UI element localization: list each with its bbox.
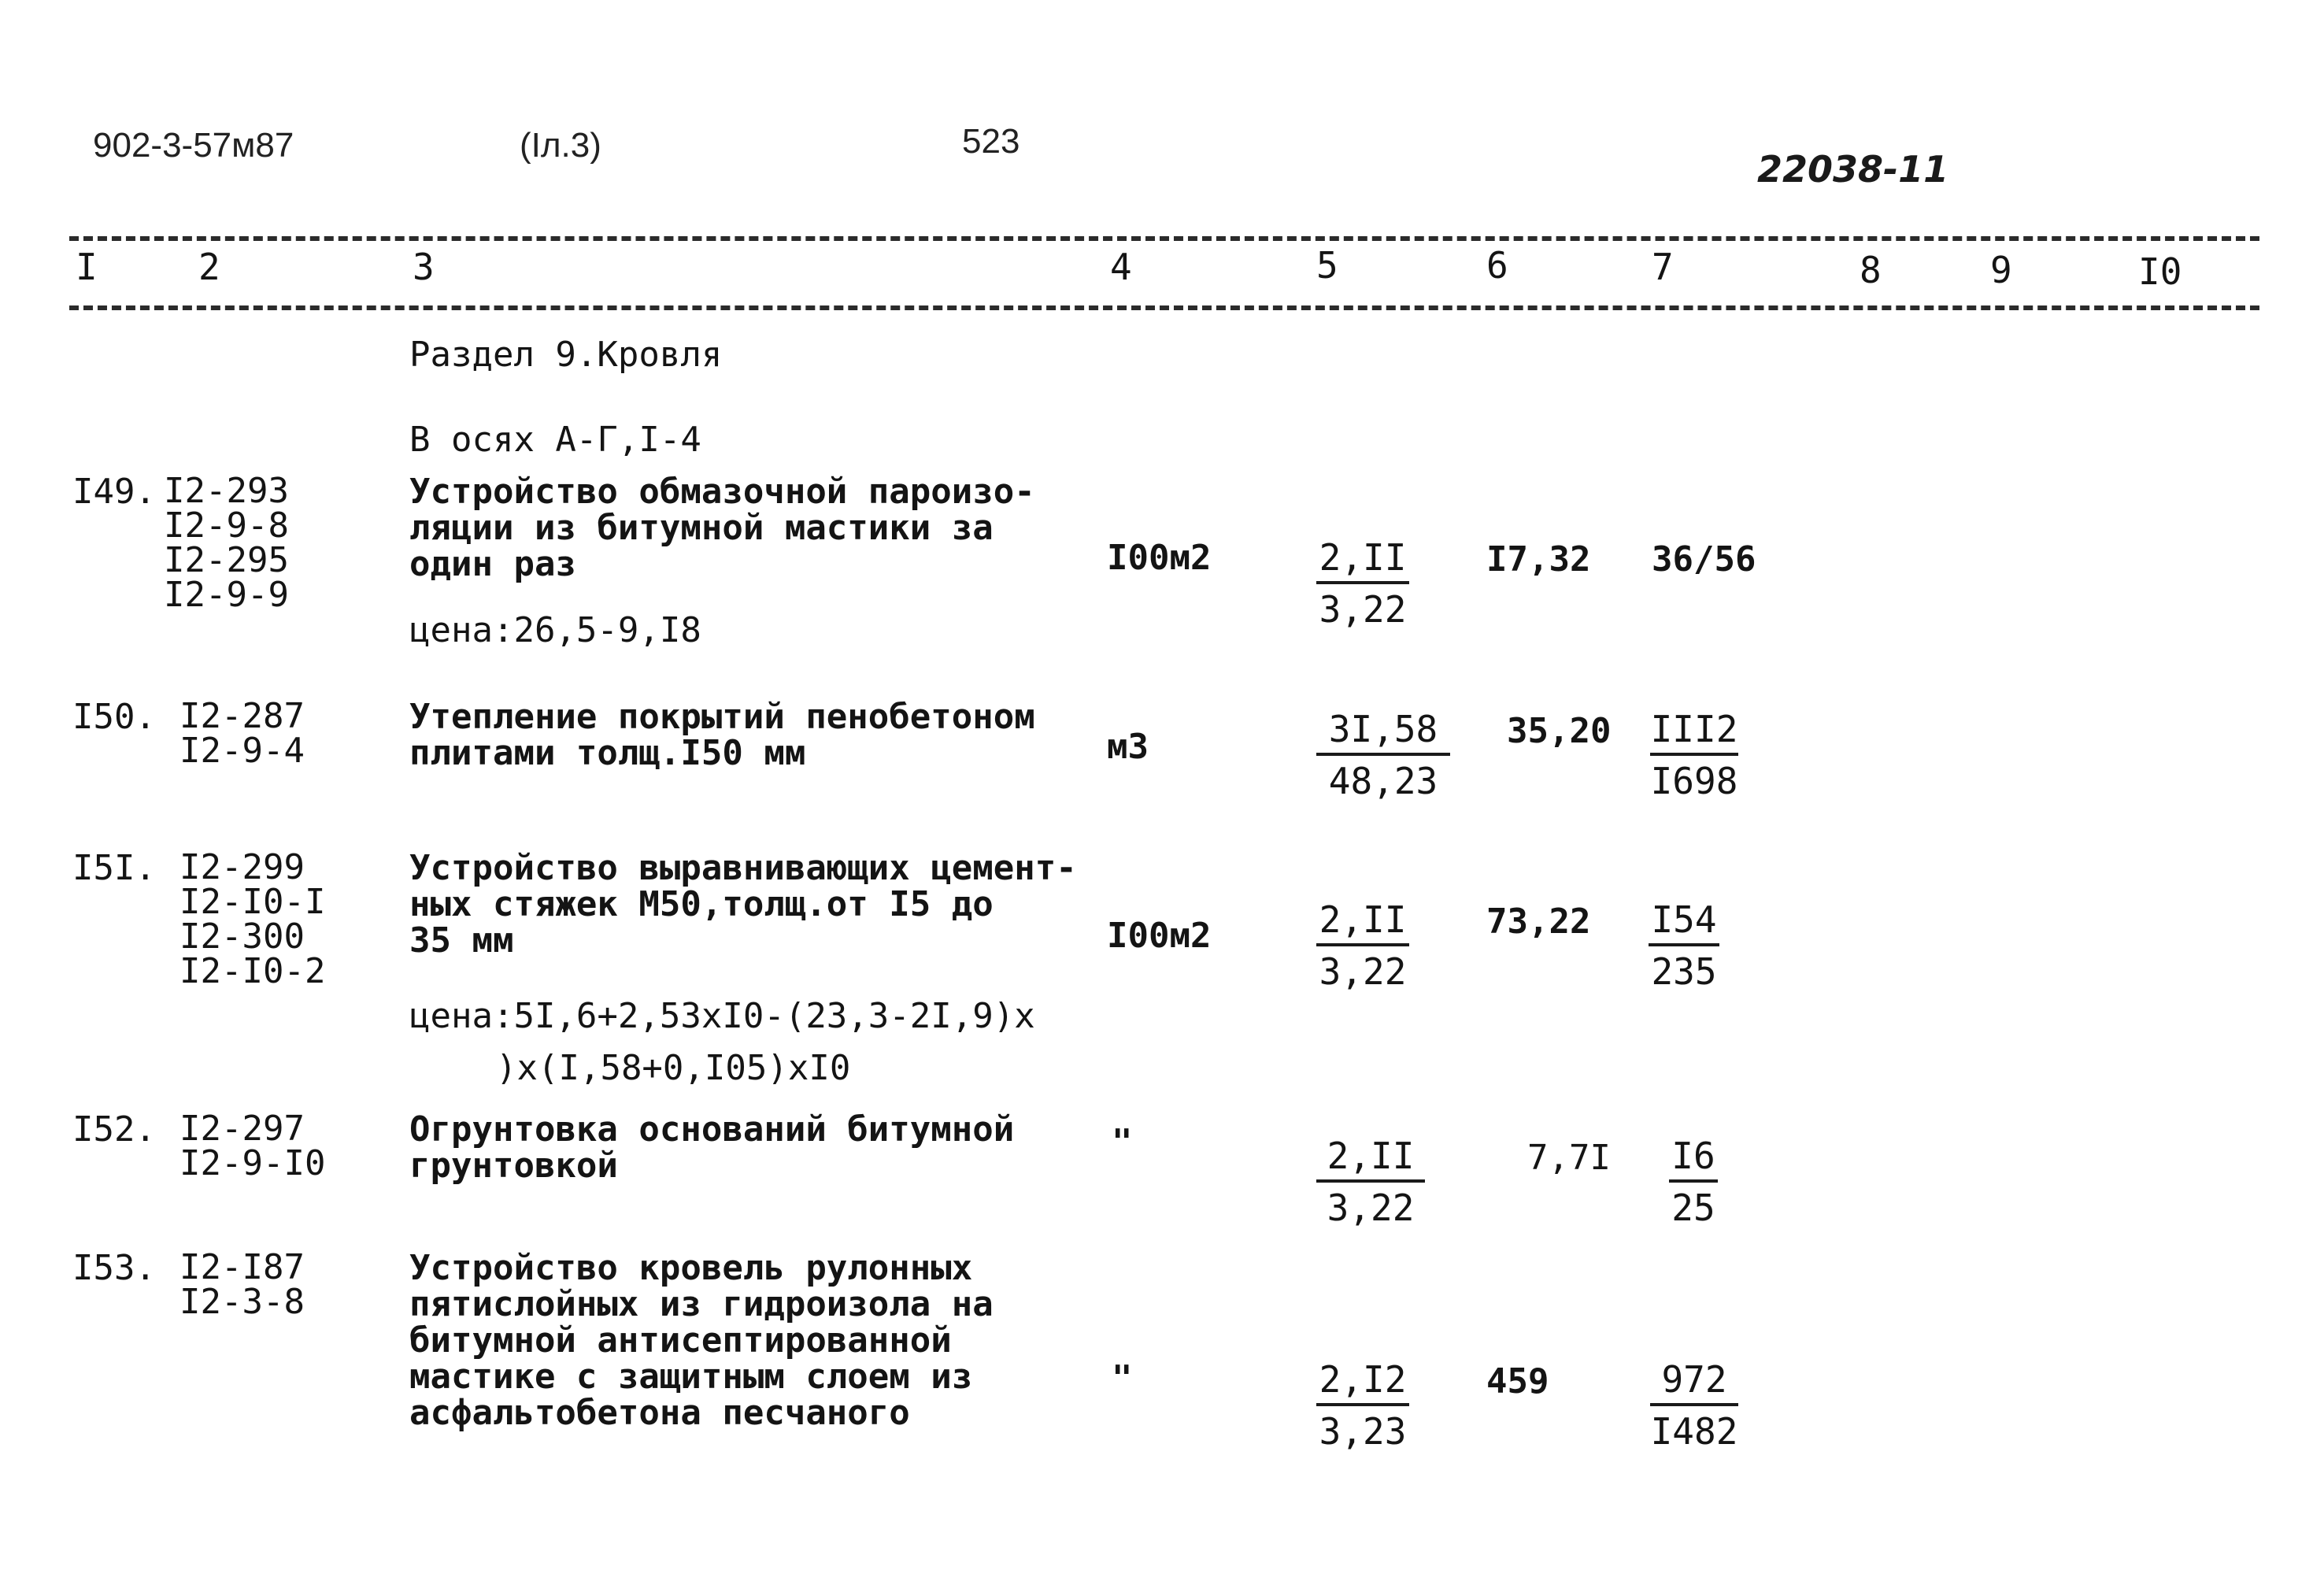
column-number: I0 xyxy=(2138,250,2182,293)
norm-codes xyxy=(179,696,305,771)
fraction-denominator: I698 xyxy=(1650,760,1738,802)
fraction-bar xyxy=(1316,753,1450,756)
fraction-numerator: III2 xyxy=(1650,708,1738,750)
work-description xyxy=(409,1250,994,1431)
description-line: Устройство выравнивающих цемент- xyxy=(409,848,1077,888)
description-line: один раз xyxy=(409,544,576,584)
description-line: Устройство обмазочной пароизо- xyxy=(409,472,1035,512)
col6-value: I7,32 xyxy=(1486,539,1591,579)
fraction-denominator: 235 xyxy=(1651,950,1717,993)
column-number: 4 xyxy=(1110,246,1132,288)
norm-codes xyxy=(179,1247,305,1322)
fraction-denominator: I482 xyxy=(1650,1410,1738,1453)
fraction-bar xyxy=(1650,1403,1738,1406)
col6-value: 7,7I xyxy=(1527,1138,1611,1178)
column-number: 7 xyxy=(1652,246,1674,288)
description-line: плитами толщ.I50 мм xyxy=(409,733,806,773)
work-description xyxy=(409,699,1035,772)
fraction-numerator: I6 xyxy=(1671,1135,1715,1177)
section-subtitle: В осях А-Г,I-4 xyxy=(409,420,701,460)
fraction-col7 xyxy=(1669,1134,1718,1230)
col6-value: 73,22 xyxy=(1486,902,1591,942)
column-number: I xyxy=(76,246,98,288)
col7-value: 36/56 xyxy=(1652,539,1756,579)
norm-code: I2-9-I0 xyxy=(179,1143,326,1183)
document-code: 902-3-57м87 xyxy=(93,126,294,165)
description-line: ляции из битумной мастики за xyxy=(409,508,994,548)
fraction-col5 xyxy=(1316,898,1409,994)
description-line: грунтовкой xyxy=(409,1146,618,1186)
fraction-bar xyxy=(1649,943,1719,946)
description-line: 35 мм xyxy=(409,920,514,961)
norm-code: I2-9-4 xyxy=(179,731,305,771)
norm-code: I2-297 xyxy=(179,1109,305,1149)
norm-codes xyxy=(164,471,289,615)
row-number: I52. xyxy=(72,1109,156,1150)
norm-code: I2-9-8 xyxy=(164,505,289,546)
norm-code: I2-299 xyxy=(179,847,305,887)
norm-code: I2-300 xyxy=(179,916,305,957)
norm-codes xyxy=(179,1109,326,1183)
fraction-bar xyxy=(1316,581,1409,584)
norm-code: I2-3-8 xyxy=(179,1282,305,1322)
header-top-rule xyxy=(69,236,2259,241)
page-number: 523 xyxy=(962,122,1020,161)
fraction-denominator: 3,23 xyxy=(1319,1410,1407,1453)
fraction-numerator: I54 xyxy=(1651,898,1717,941)
row-number: I50. xyxy=(72,697,156,737)
description-line: асфальтобетона песчаного xyxy=(409,1393,910,1433)
fraction-denominator: 25 xyxy=(1671,1187,1715,1229)
unit-ditto-mark: " xyxy=(1112,1358,1133,1398)
row-number: I5I. xyxy=(72,848,156,888)
fraction-denominator: 3,22 xyxy=(1319,588,1407,631)
note-line: )х(I,58+0,I05)хI0 xyxy=(496,1048,851,1088)
norm-code: I2-295 xyxy=(164,540,289,580)
fraction-col7 xyxy=(1649,898,1719,994)
unit-ditto-mark: " xyxy=(1112,1122,1133,1162)
work-description xyxy=(409,1109,1015,1186)
fraction-col7 xyxy=(1650,707,1738,803)
fraction-bar xyxy=(1316,943,1409,946)
fraction-numerator: 2,I2 xyxy=(1319,1358,1407,1401)
column-number: 9 xyxy=(1990,249,2012,291)
fraction-numerator: 972 xyxy=(1661,1358,1727,1401)
norm-code: I2-9-9 xyxy=(164,575,289,615)
fraction-numerator: 2,II xyxy=(1319,536,1407,579)
handwritten-number: 22038-11 xyxy=(1757,148,1949,191)
norm-code: I2-I0-2 xyxy=(179,951,326,991)
fraction-denominator: 3,22 xyxy=(1327,1187,1415,1229)
fraction-numerator: 3I,58 xyxy=(1328,708,1438,750)
column-number: 2 xyxy=(198,246,220,288)
fraction-bar xyxy=(1316,1403,1409,1406)
col6-value: 459 xyxy=(1486,1361,1549,1401)
price-note xyxy=(409,990,1035,1094)
unit: I00м2 xyxy=(1107,916,1212,956)
description-line: Огрунтовка оснований битумной xyxy=(409,1109,1015,1150)
description-line: мастике с защитным слоем из xyxy=(409,1357,973,1397)
unit: I00м2 xyxy=(1107,538,1212,578)
fraction-col5 xyxy=(1316,1134,1425,1230)
fraction-numerator: 2,II xyxy=(1327,1135,1415,1177)
description-line: ных стяжек М50,толщ.от I5 до xyxy=(409,884,994,924)
header-bottom-rule xyxy=(69,305,2259,310)
norm-code: I2-287 xyxy=(179,696,305,736)
fraction-bar xyxy=(1669,1179,1718,1183)
note-line: цена:5I,6+2,53хI0-(23,3-2I,9)х xyxy=(409,996,1035,1036)
row-number: I53. xyxy=(72,1248,156,1288)
description-line: Утепление покрытий пенобетоном xyxy=(409,697,1035,737)
fraction-col7 xyxy=(1650,1357,1738,1453)
column-number: 6 xyxy=(1486,244,1508,287)
fraction-col5 xyxy=(1316,535,1409,631)
description-line: Устройство кровель рулонных xyxy=(409,1248,973,1288)
album-number: (Iл.3) xyxy=(520,126,601,165)
fraction-denominator: 3,22 xyxy=(1319,950,1407,993)
fraction-bar xyxy=(1650,753,1738,756)
description-line: битумной антисептированной xyxy=(409,1320,952,1361)
fraction-numerator: 2,II xyxy=(1319,898,1407,941)
row-number: I49. xyxy=(72,472,156,512)
fraction-col5 xyxy=(1316,1357,1409,1453)
norm-code: I2-I87 xyxy=(179,1247,305,1287)
work-description xyxy=(409,474,1035,583)
col6-value: 35,20 xyxy=(1507,711,1612,751)
work-description xyxy=(409,850,1077,959)
fraction-col5 xyxy=(1316,707,1450,803)
price-note: цена:26,5-9,I8 xyxy=(409,610,701,650)
norm-code: I2-I0-I xyxy=(179,882,326,922)
column-number: 5 xyxy=(1316,244,1338,287)
column-number: 8 xyxy=(1860,249,1882,291)
fraction-denominator: 48,23 xyxy=(1328,760,1438,802)
norm-codes xyxy=(179,847,326,991)
section-title: Раздел 9.Кровля xyxy=(409,335,723,375)
description-line: пятислойных из гидроизола на xyxy=(409,1284,994,1324)
unit: м3 xyxy=(1107,727,1149,767)
column-number: 3 xyxy=(413,246,435,288)
norm-code: I2-293 xyxy=(164,471,289,511)
fraction-bar xyxy=(1316,1179,1425,1183)
